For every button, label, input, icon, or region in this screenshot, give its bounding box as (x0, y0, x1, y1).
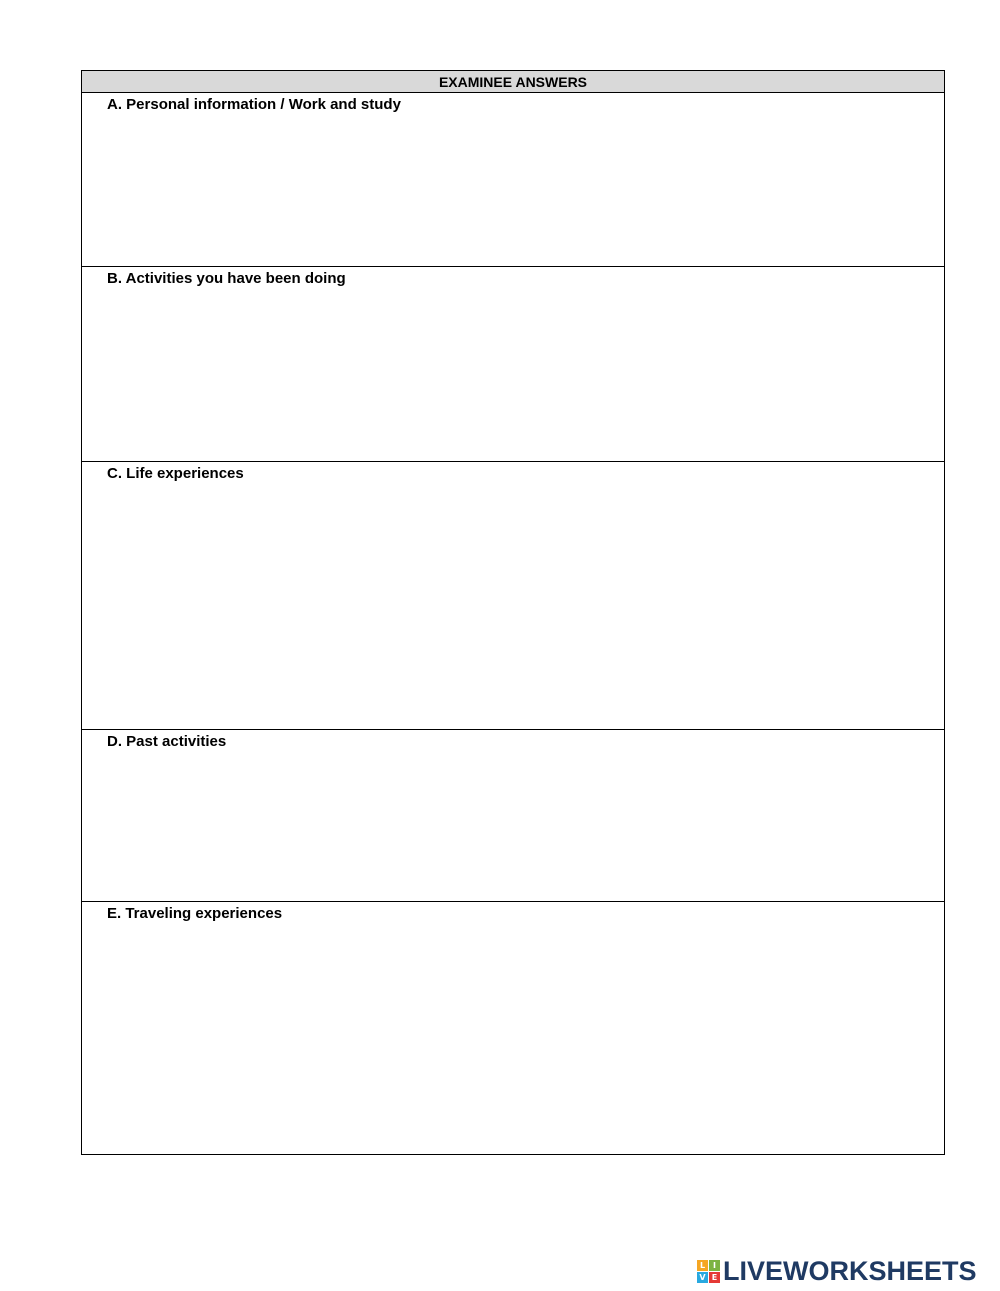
answer-sheet (81, 70, 945, 1155)
section-title: D. Past activities (107, 733, 227, 750)
section-title: E. Traveling experiences (107, 905, 283, 922)
section-personal-information (82, 93, 944, 267)
section-title: A. Personal information / Work and study (107, 96, 401, 113)
answer-area-activities[interactable] (107, 295, 924, 453)
sheet-title: EXAMINEE ANSWERS (82, 71, 944, 93)
answer-area-past-activities[interactable] (107, 758, 924, 893)
answer-area-personal-information[interactable] (107, 121, 924, 258)
answer-area-traveling-experiences[interactable] (107, 930, 924, 1146)
logo-block: I (709, 1260, 720, 1271)
section-title: B. Activities you have been doing (107, 270, 346, 287)
logo-block: L (697, 1260, 708, 1271)
logo-blocks-icon (697, 1260, 720, 1283)
logo-text: LIVEWORKSHEETS (723, 1256, 977, 1286)
answer-area-life-experiences[interactable] (107, 490, 924, 721)
section-life-experiences (82, 462, 944, 730)
section-past-activities (82, 730, 944, 902)
section-traveling-experiences (82, 902, 944, 1154)
logo-block: E (709, 1272, 720, 1283)
section-title: C. Life experiences (107, 465, 244, 482)
liveworksheets-logo (697, 1257, 977, 1285)
logo-block: V (697, 1272, 708, 1283)
section-activities (82, 267, 944, 462)
